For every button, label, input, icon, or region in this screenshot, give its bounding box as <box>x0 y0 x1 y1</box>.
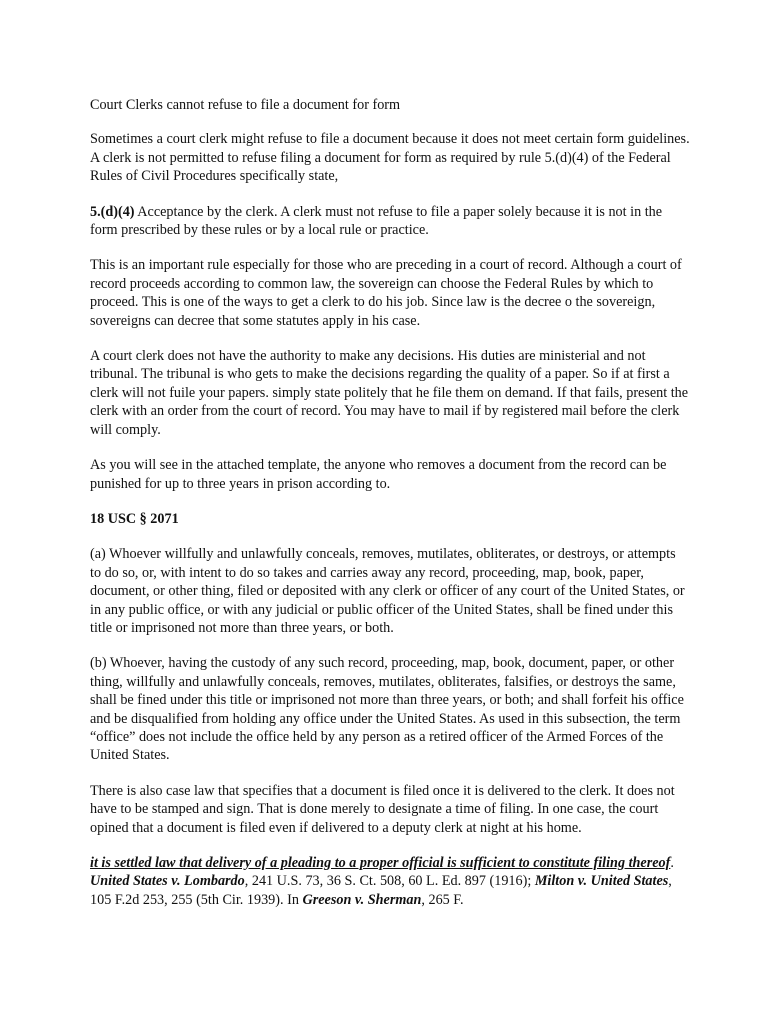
case-name-lombardo: United States v. Lombardo <box>90 873 245 890</box>
statute-subsection-a: (a) Whoever willfully and unlawfully conceals, removes, mutilates, obliterates, or destroys, or attempts to do so, or, with intent to do so takes and carries away any record, proceeding, map, book, paper, document, or other thing, filed or deposited with any clerk or officer of any court of the United States, or in any public office, or with any judicial or public officer of the United States, shall be fined under this title or imprisoned not more than three years, or both. <box>90 546 685 636</box>
rule-text: Acceptance by the clerk. A clerk must not refuse to file a paper solely because it is not in the form prescribed by these rules or by a local rule or practice. <box>90 203 663 239</box>
intro-paragraph: Sometimes a court clerk might refuse to file a document because it does not meet certain form guidelines. A clerk is not permitted to refuse filing a document for form as required by rule 5.(d)(4) of the Federal Rules of Civil Procedures specifically state, <box>90 131 690 185</box>
statute-subsection-b: (b) Whoever, having the custody of any such record, proceeding, map, book, document, paper, or other thing, willfully and unlawfully conceals, removes, mutilates, obliterates, falsifies, or destroys the same, shall be fined under this title or imprisoned not more than three years, or both; and shall forfeit his office and be disqualified from holding any office under the United States. As used in this subsection, the term “office” does not include the office held by any person as a retired officer of the Armed Forces of the United States. <box>90 655 684 764</box>
citation-lombardo: , 241 U.S. 73, 36 S. Ct. 508, 60 L. Ed. 897 (1916); <box>244 873 535 890</box>
clerk-authority-paragraph: A court clerk does not have the authority to make any decisions. His duties are ministerial and not tribunal. The tribunal is who gets to make the decisions regarding the quality of a paper. So if at first a clerk will not fuile your papers. simply state politely that he file them on demand. If that fails, present the clerk with an order from the court of record. You may have to mail if by registered mail before the clerk will comply. <box>90 348 689 438</box>
settled-law-paragraph <box>90 854 690 909</box>
citation-milton: , 105 F.2d 253, 255 (5th Cir. 1939). In <box>90 873 672 908</box>
statute-heading: 18 USC § 2071 <box>90 510 179 527</box>
case-name-greeson: Greeson v. Sherman <box>302 891 422 908</box>
settled-law-period: . <box>670 855 674 871</box>
important-rule-paragraph: This is an important rule especially for those who are preceding in a court of record. Although a court of record proceeds according to common law, the sovereign can choose the Federal Rules by which to proceed. This is one of the ways to get a clerk to do his job. Since law is the decree o the sovereign, sovereigns can decree that some statutes apply in his case. <box>90 257 682 329</box>
citation-greeson: , 265 F. <box>421 891 464 908</box>
settled-law-emphasis: it is settled law that delivery of a pleading to a proper official is sufficient to constitute filing thereof <box>90 855 671 871</box>
rule-paragraph <box>90 203 690 240</box>
document-page <box>90 96 690 926</box>
template-paragraph: As you will see in the attached template, the anyone who removes a document from the record can be punished for up to three years in prison according to. <box>90 457 667 492</box>
case-law-paragraph: There is also case law that specifies that a document is filed once it is delivered to the clerk. It does not have to be stamped and sign. That is done merely to designate a time of filing. In one case, the court opined that a document is filed even if delivered to a deputy clerk at night at his home. <box>90 782 675 836</box>
document-title: Court Clerks cannot refuse to file a document for form <box>90 97 401 113</box>
case-name-milton: Milton v. United States <box>534 873 669 890</box>
rule-label: 5.(d)(4) <box>90 203 135 220</box>
